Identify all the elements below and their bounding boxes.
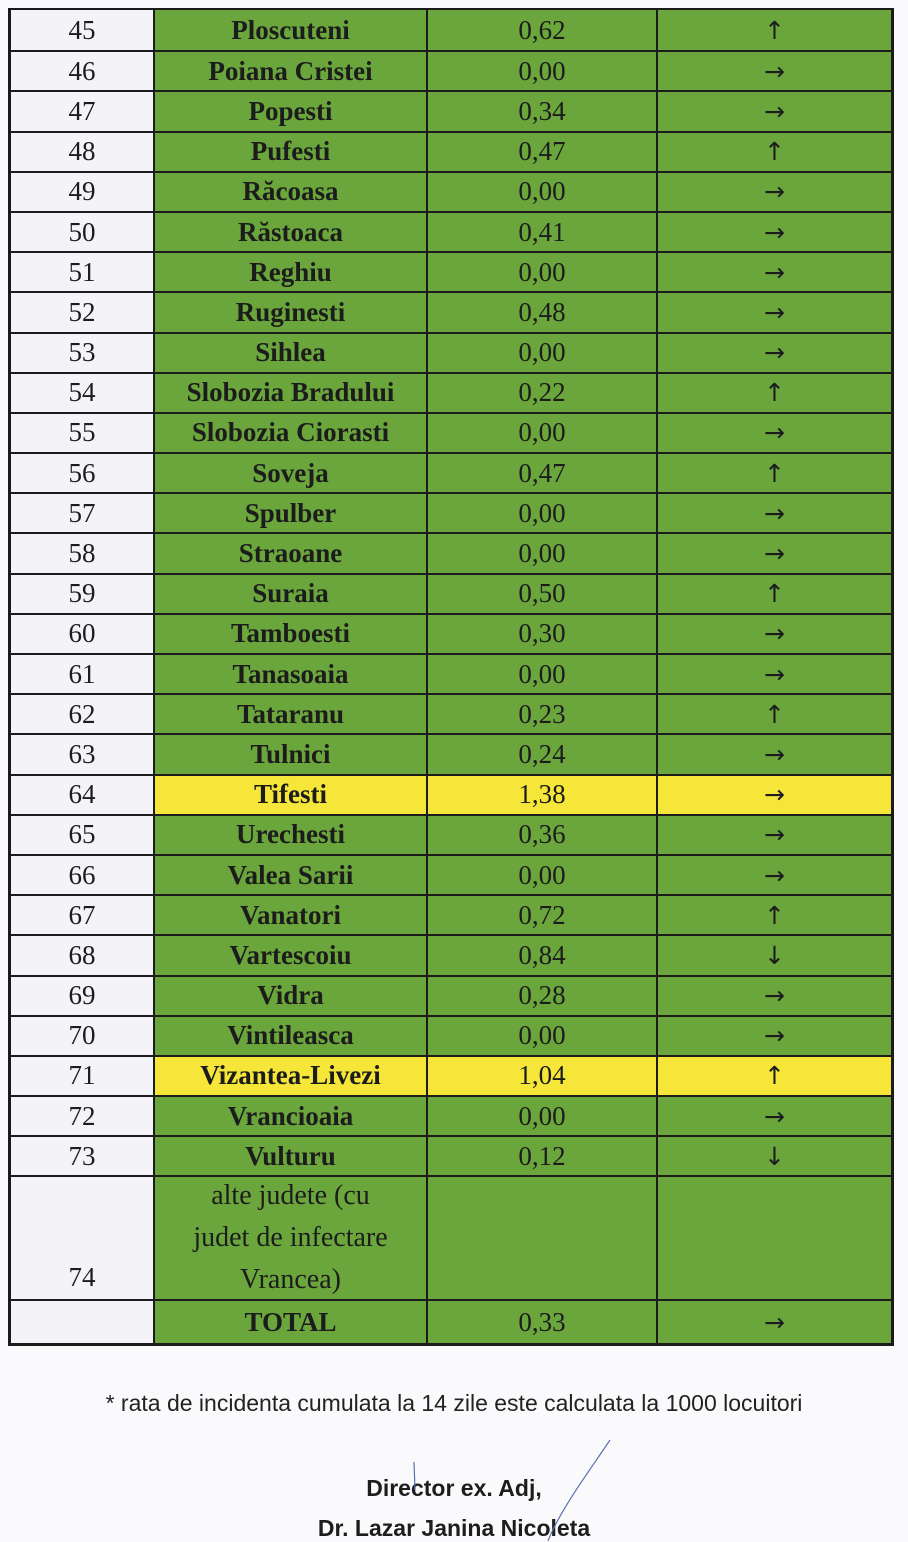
locality-name: Urechesti <box>153 816 426 854</box>
locality-name: Popesti <box>153 92 426 130</box>
signature-name: Dr. Lazar Janina Nicoleta <box>317 1515 591 1541</box>
incidence-value: 0,47 <box>426 454 656 492</box>
locality-name: Suraia <box>153 575 426 613</box>
incidence-value: 0,00 <box>426 1017 656 1055</box>
trend-arrow: → <box>656 615 891 653</box>
row-number: 53 <box>11 334 153 372</box>
trend-arrow: ↓ <box>656 936 891 974</box>
locality-name: Slobozia Bradului <box>153 374 426 412</box>
locality-name: Tamboesti <box>153 615 426 653</box>
trend-arrow: ↑ <box>656 896 891 934</box>
incidence-value: 0,62 <box>426 10 656 50</box>
row-number: 67 <box>11 896 153 934</box>
incidence-value: 0,28 <box>426 977 656 1015</box>
incidence-value: 0,24 <box>426 735 656 773</box>
incidence-value: 0,22 <box>426 374 656 412</box>
row-number: 52 <box>11 293 153 331</box>
incidence-value: 1,38 <box>426 776 656 814</box>
incidence-value: 0,30 <box>426 615 656 653</box>
incidence-value: 0,50 <box>426 575 656 613</box>
locality-name: Tifesti <box>153 776 426 814</box>
row-number: 73 <box>11 1137 153 1175</box>
row-number: 68 <box>11 936 153 974</box>
row-number: 71 <box>11 1057 153 1095</box>
row-number: 64 <box>11 776 153 814</box>
row-number: 57 <box>11 494 153 532</box>
locality-name: Valea Sarii <box>153 856 426 894</box>
incidence-value: 1,04 <box>426 1057 656 1095</box>
locality-name: Răstoaca <box>153 213 426 251</box>
row-number: 49 <box>11 173 153 211</box>
incidence-value: 0,41 <box>426 213 656 251</box>
trend-arrow: → <box>656 816 891 854</box>
locality-name: Tanasoaia <box>153 655 426 693</box>
incidence-value: 0,00 <box>426 253 656 291</box>
locality-name: Vrancioaia <box>153 1097 426 1135</box>
footnote: * rata de incidenta cumulata la 14 zile este calculata la 1000 locuitori <box>105 1390 803 1416</box>
locality-name: Pufesti <box>153 133 426 171</box>
incidence-value: 0,47 <box>426 133 656 171</box>
trend-arrow: → <box>656 213 891 251</box>
locality-name: Tulnici <box>153 735 426 773</box>
row-number: 56 <box>11 454 153 492</box>
row-number: 51 <box>11 253 153 291</box>
trend-arrow: → <box>656 977 891 1015</box>
trend-arrow: ↑ <box>656 10 891 50</box>
signature-title: Director ex. Adj, <box>366 1475 542 1501</box>
locality-name: alte judete (cu judet de infectare Vrancea) <box>153 1177 426 1299</box>
locality-name: Vizantea-Livezi <box>153 1057 426 1095</box>
locality-name: Ruginesti <box>153 293 426 331</box>
row-number: 69 <box>11 977 153 1015</box>
trend-arrow: → <box>656 414 891 452</box>
incidence-value: 0,00 <box>426 655 656 693</box>
row-number: 48 <box>11 133 153 171</box>
trend-arrow: ↑ <box>656 695 891 733</box>
trend-arrow: → <box>656 173 891 211</box>
trend-arrow: → <box>656 655 891 693</box>
trend-arrow: ↓ <box>656 1137 891 1175</box>
locality-name: Vidra <box>153 977 426 1015</box>
trend-arrow: → <box>656 856 891 894</box>
incidence-value: 0,34 <box>426 92 656 130</box>
row-number: 46 <box>11 52 153 90</box>
row-number: 47 <box>11 92 153 130</box>
locality-name: Vanatori <box>153 896 426 934</box>
row-number: 60 <box>11 615 153 653</box>
trend-arrow: → <box>656 253 891 291</box>
incidence-value: 0,72 <box>426 896 656 934</box>
row-number: 62 <box>11 695 153 733</box>
row-number: 63 <box>11 735 153 773</box>
trend-arrow: → <box>656 494 891 532</box>
incidence-value: 0,00 <box>426 856 656 894</box>
locality-name: Poiana Cristei <box>153 52 426 90</box>
incidence-value: 0,12 <box>426 1137 656 1175</box>
incidence-value: 0,48 <box>426 293 656 331</box>
row-number: 55 <box>11 414 153 452</box>
locality-name: Straoane <box>153 534 426 572</box>
incidence-value: 0,23 <box>426 695 656 733</box>
row-number: 72 <box>11 1097 153 1135</box>
trend-arrow: → <box>656 92 891 130</box>
trend-arrow: → <box>656 1097 891 1135</box>
incidence-value: 0,33 <box>426 1301 656 1343</box>
trend-arrow: → <box>656 776 891 814</box>
trend-arrow: → <box>656 52 891 90</box>
row-number: 70 <box>11 1017 153 1055</box>
locality-name: Vulturu <box>153 1137 426 1175</box>
locality-name: Ploscuteni <box>153 10 426 50</box>
incidence-value: 0,84 <box>426 936 656 974</box>
incidence-value: 0,00 <box>426 173 656 211</box>
incidence-value: 0,00 <box>426 494 656 532</box>
row-number: 50 <box>11 213 153 251</box>
trend-arrow: ↑ <box>656 1057 891 1095</box>
row-number: 59 <box>11 575 153 613</box>
trend-arrow: → <box>656 334 891 372</box>
trend-arrow: → <box>656 735 891 773</box>
trend-arrow: → <box>656 293 891 331</box>
row-number: 65 <box>11 816 153 854</box>
incidence-value: 0,00 <box>426 414 656 452</box>
incidence-value: 0,00 <box>426 534 656 572</box>
incidence-value: 0,36 <box>426 816 656 854</box>
trend-arrow: ↑ <box>656 575 891 613</box>
trend-arrow: ↑ <box>656 133 891 171</box>
locality-name: Vintileasca <box>153 1017 426 1055</box>
trend-arrow: ↑ <box>656 454 891 492</box>
trend-arrow: → <box>656 1017 891 1055</box>
incidence-value: 0,00 <box>426 52 656 90</box>
incidence-value: 0,00 <box>426 1097 656 1135</box>
locality-name: Răcoasa <box>153 173 426 211</box>
incidence-value: 0,00 <box>426 334 656 372</box>
locality-name: Sihlea <box>153 334 426 372</box>
locality-name: Reghiu <box>153 253 426 291</box>
locality-name: Soveja <box>153 454 426 492</box>
row-number: 58 <box>11 534 153 572</box>
row-number: 54 <box>11 374 153 412</box>
row-number: 45 <box>11 10 153 50</box>
locality-name: Vartescoiu <box>153 936 426 974</box>
locality-name: Spulber <box>153 494 426 532</box>
trend-arrow: → <box>656 534 891 572</box>
trend-arrow: ↑ <box>656 374 891 412</box>
locality-name: Tataranu <box>153 695 426 733</box>
locality-name: TOTAL <box>153 1301 426 1343</box>
locality-name: Slobozia Ciorasti <box>153 414 426 452</box>
row-number: 66 <box>11 856 153 894</box>
row-number: 74 <box>11 1177 153 1299</box>
trend-arrow: → <box>656 1301 891 1343</box>
row-number: 61 <box>11 655 153 693</box>
